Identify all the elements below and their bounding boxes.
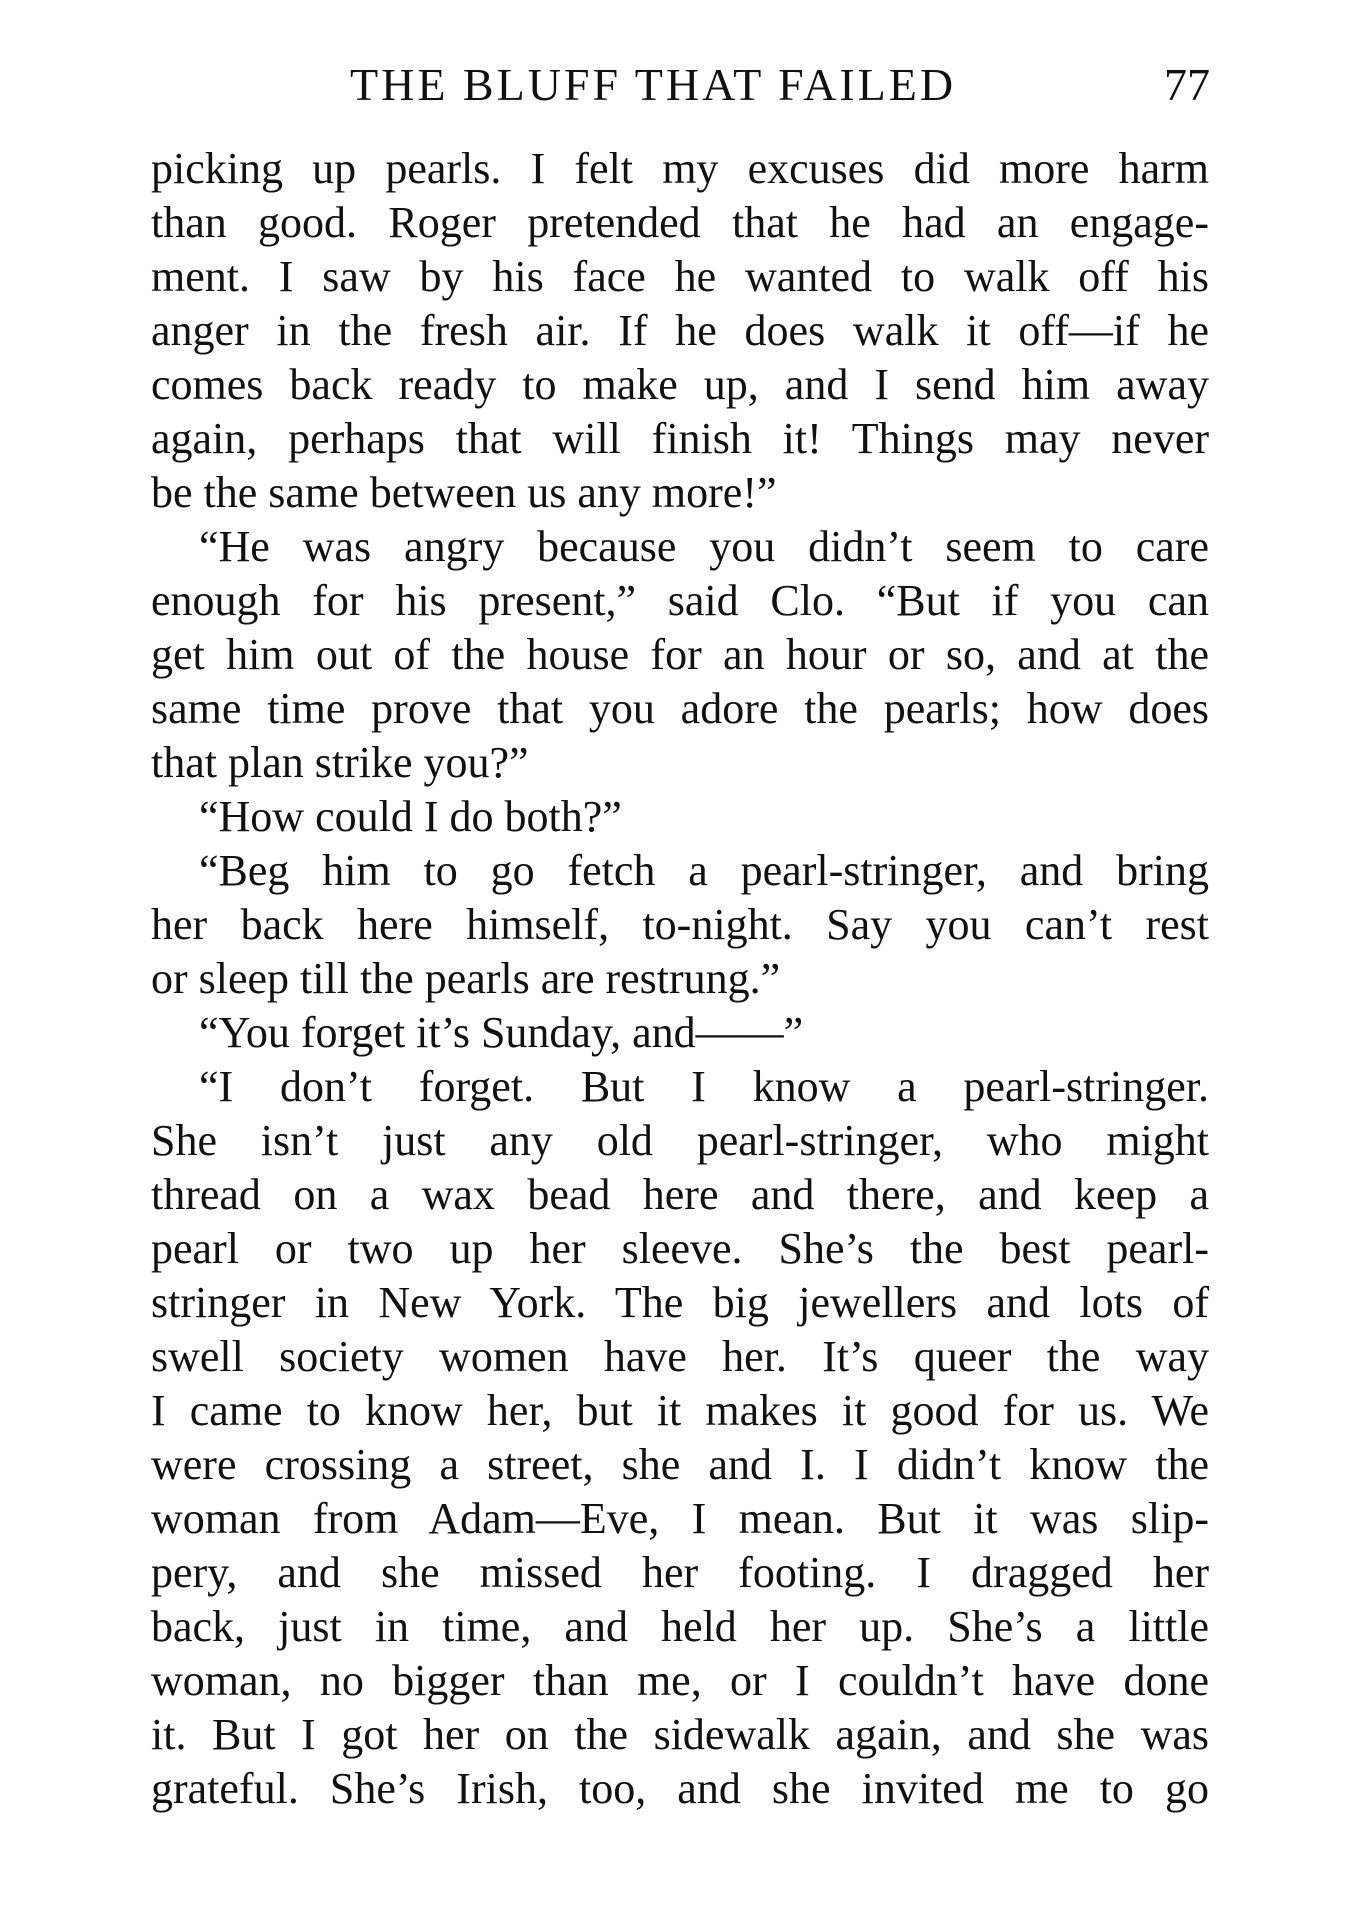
text-line: woman from Adam—Eve, I mean. But it was slip-: [151, 1494, 1209, 1543]
text-line: again, perhaps that will finish it! Things may never: [151, 414, 1209, 463]
text-line: get him out of the house for an hour or so, and at the: [151, 630, 1209, 679]
text-line: comes back ready to make up, and I send him away: [151, 360, 1209, 409]
text-line: her back here himself, to-night. Say you can’t rest: [151, 900, 1209, 949]
text-line: I came to know her, but it makes it good for us. We: [151, 1386, 1209, 1435]
page-number: 77: [1164, 59, 1210, 110]
text-line: ment. I saw by his face he wanted to walk off his: [151, 252, 1209, 301]
text-line: be the same between us any more!”: [151, 468, 777, 517]
text-line: picking up pearls. I felt my excuses did more harm: [151, 144, 1209, 193]
text-line: than good. Roger pretended that he had an engage-: [151, 198, 1209, 247]
text-line: same time prove that you adore the pearls; how does: [151, 684, 1209, 733]
text-line: grateful. She’s Irish, too, and she invited me to go: [151, 1764, 1209, 1813]
running-head: [150, 58, 1210, 118]
text-line: pery, and she missed her footing. I dragged her: [151, 1548, 1209, 1597]
text-line: She isn’t just any old pearl-stringer, who might: [151, 1116, 1209, 1165]
text-line: thread on a wax bead here and there, and keep a: [151, 1170, 1209, 1219]
text-line: or sleep till the pearls are restrung.”: [151, 954, 781, 1003]
text-line: that plan strike you?”: [151, 738, 529, 787]
text-line: “Beg him to go fetch a pearl-stringer, and bring: [199, 846, 1209, 895]
text-line: swell society women have her. It’s queer the way: [151, 1332, 1209, 1381]
text-line: woman, no bigger than me, or I couldn’t have done: [151, 1656, 1209, 1705]
text-line: “He was angry because you didn’t seem to care: [199, 522, 1209, 571]
text-line: “How could I do both?”: [199, 792, 622, 841]
text-line: stringer in New York. The big jewellers and lots of: [151, 1278, 1209, 1327]
text-line: “I don’t forget. But I know a pearl-stringer.: [199, 1062, 1209, 1111]
text-line: “You forget it’s Sunday, and——”: [199, 1008, 804, 1057]
text-line: anger in the fresh air. If he does walk it off—if he: [151, 306, 1209, 355]
running-title: THE BLUFF THAT FAILED: [350, 59, 957, 110]
text-line: enough for his present,” said Clo. “But if you can: [151, 576, 1209, 625]
text-line: pearl or two up her sleeve. She’s the best pearl-: [151, 1224, 1209, 1273]
body-text: [151, 142, 1209, 1816]
text-line: back, just in time, and held her up. She’s a little: [151, 1602, 1209, 1651]
text-line: were crossing a street, she and I. I didn’t know the: [151, 1440, 1209, 1489]
text-line: it. But I got her on the sidewalk again, and she was: [151, 1710, 1209, 1759]
